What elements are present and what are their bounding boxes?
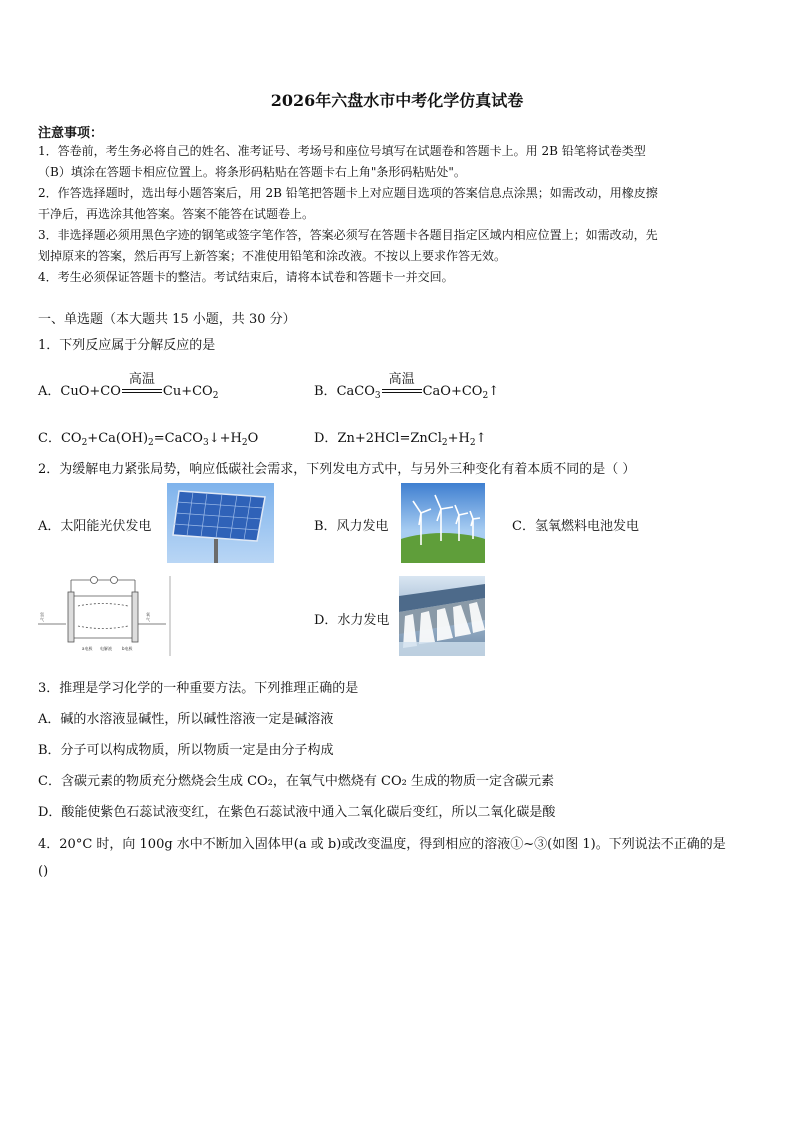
notice-line: （B）填涂在答题卡相应位置上。将条形码粘贴在答题卡右上角"条形码粘贴处"。 — [38, 165, 466, 179]
wind-turbine-image — [401, 483, 485, 563]
q2-option-b: B．风力发电 — [314, 519, 389, 534]
condition-text: 高温 — [128, 371, 155, 387]
option-label: D． — [314, 431, 338, 446]
section-heading: 一、单选题（本大题共 15 小题，共 30 分） — [38, 312, 296, 327]
svg-text:气: 气 — [40, 617, 44, 622]
notice-line: 3．非选择题必须用黑色字迹的钢笔或签字笔作答，答案必须写在答题卡各题目指定区域内相应位置上；如需改动，先 — [38, 228, 658, 242]
q3-option-d: D．酸能使紫色石蕊试液变红，在紫色石蕊试液中通入二氧化碳后变红，所以二氧化碳是酸 — [38, 805, 556, 820]
products: CaO+CO — [422, 384, 483, 399]
fuel-cell-diagram — [38, 576, 172, 656]
reaction-arrow — [382, 371, 422, 399]
products: Cu+CO — [162, 384, 213, 399]
formula-part: +Ca(OH) — [87, 431, 149, 446]
formula-part: CO — [60, 431, 82, 446]
svg-text:气: 气 — [146, 617, 150, 622]
option-label: A． — [38, 384, 61, 399]
notice-line: 4．考生必须保证答题卡的整洁。考试结束后，请将本试卷和答题卡一并交回。 — [38, 270, 454, 284]
q1-option-a: A．CuO+CO 高温 $Cu+CO_2$ — [38, 380, 218, 399]
svg-text:电解液: 电解液 — [100, 646, 112, 651]
formula-part: ↑ — [475, 431, 487, 446]
option-label: C． — [38, 431, 61, 446]
page-title: 2026年六盘水市中考化学仿真试卷 — [270, 91, 524, 110]
q1-stem: 1．下列反应属于分解反应的是 — [38, 338, 216, 353]
svg-text:a电极: a电极 — [82, 646, 93, 651]
q4-stem: 4．20°C 时，向 100g 水中不断加入固体甲(a 或 b)或改变温度，得到相应的溶液①~③(如图 1)。下列说法不正确的是 — [38, 837, 726, 852]
notice-line: 1．答卷前，考生务必将自己的姓名、准考证号、考场号和座位号填写在试题卷和答题卡上。用 2B 铅笔将试卷类型 — [38, 144, 646, 158]
reaction-arrow — [122, 371, 162, 399]
svg-text:b电极: b电极 — [122, 646, 133, 651]
q3-option-c: C．含碳元素的物质充分燃烧会生成 CO₂，在氧气中燃烧有 CO₂ 生成的物质一定含碳元素 — [38, 774, 554, 789]
svg-text:氢: 氢 — [40, 612, 44, 617]
formula-part: +H — [447, 431, 470, 446]
notice-line: 划掉原来的答案，然后再写上新答案；不准使用铅笔和涂改液。不按以上要求作答无效。 — [38, 249, 507, 263]
q1-option-d: D．$Zn+2HCl=ZnCl_2+H_2↑$ — [314, 431, 487, 448]
notice-line: 干净后，再选涂其他答案。答案不能答在试题卷上。 — [38, 207, 315, 221]
q3-stem: 3．推理是学习化学的一种重要方法。下列推理正确的是 — [38, 681, 359, 696]
formula-part: =CaCO — [153, 431, 203, 446]
q1-option-c: C．$CO_2+Ca(OH)_2=CaCO_3↓+H_2O$ — [38, 431, 259, 448]
q4-paren: () — [38, 864, 49, 879]
q1-option-b: B．CaCO$_3$ 高温 $CaO+CO_2↑$ — [314, 380, 499, 399]
q3-option-b: B．分子可以构成物质，所以物质一定是由分子构成 — [38, 743, 334, 758]
q2-option-d: D．水力发电 — [314, 613, 390, 628]
condition-text: 高温 — [388, 371, 415, 387]
q2-stem: 2．为缓解电力紧张局势，响应低碳社会需求，下列发电方式中，与另外三种变化有着本质不同的是（ ） — [38, 462, 636, 477]
solar-panel-image — [167, 483, 274, 563]
reactants: CuO+CO — [60, 384, 121, 399]
formula-part: Zn+2HCl=ZnCl — [337, 431, 442, 446]
svg-text:氧: 氧 — [146, 612, 150, 617]
formula-part: O — [247, 431, 259, 446]
q3-option-a: A．碱的水溶液显碱性，所以碱性溶液一定是碱溶液 — [38, 712, 334, 727]
formula-part: ↓+H — [208, 431, 242, 446]
q2-option-c: C．氢氧燃料电池发电 — [512, 519, 639, 534]
q2-option-a: A．太阳能光伏发电 — [38, 519, 152, 534]
notice-heading: 注意事项： — [38, 126, 104, 141]
hydropower-dam-image — [399, 576, 485, 656]
gas-arrow: ↑ — [488, 384, 500, 399]
reactants: CaCO — [336, 384, 375, 399]
option-label: B． — [314, 384, 337, 399]
notice-line: 2．作答选择题时，选出每小题答案后，用 2B 铅笔把答题卡上对应题目选项的答案信息点涂黑；如需改动，用橡皮擦 — [38, 186, 658, 200]
